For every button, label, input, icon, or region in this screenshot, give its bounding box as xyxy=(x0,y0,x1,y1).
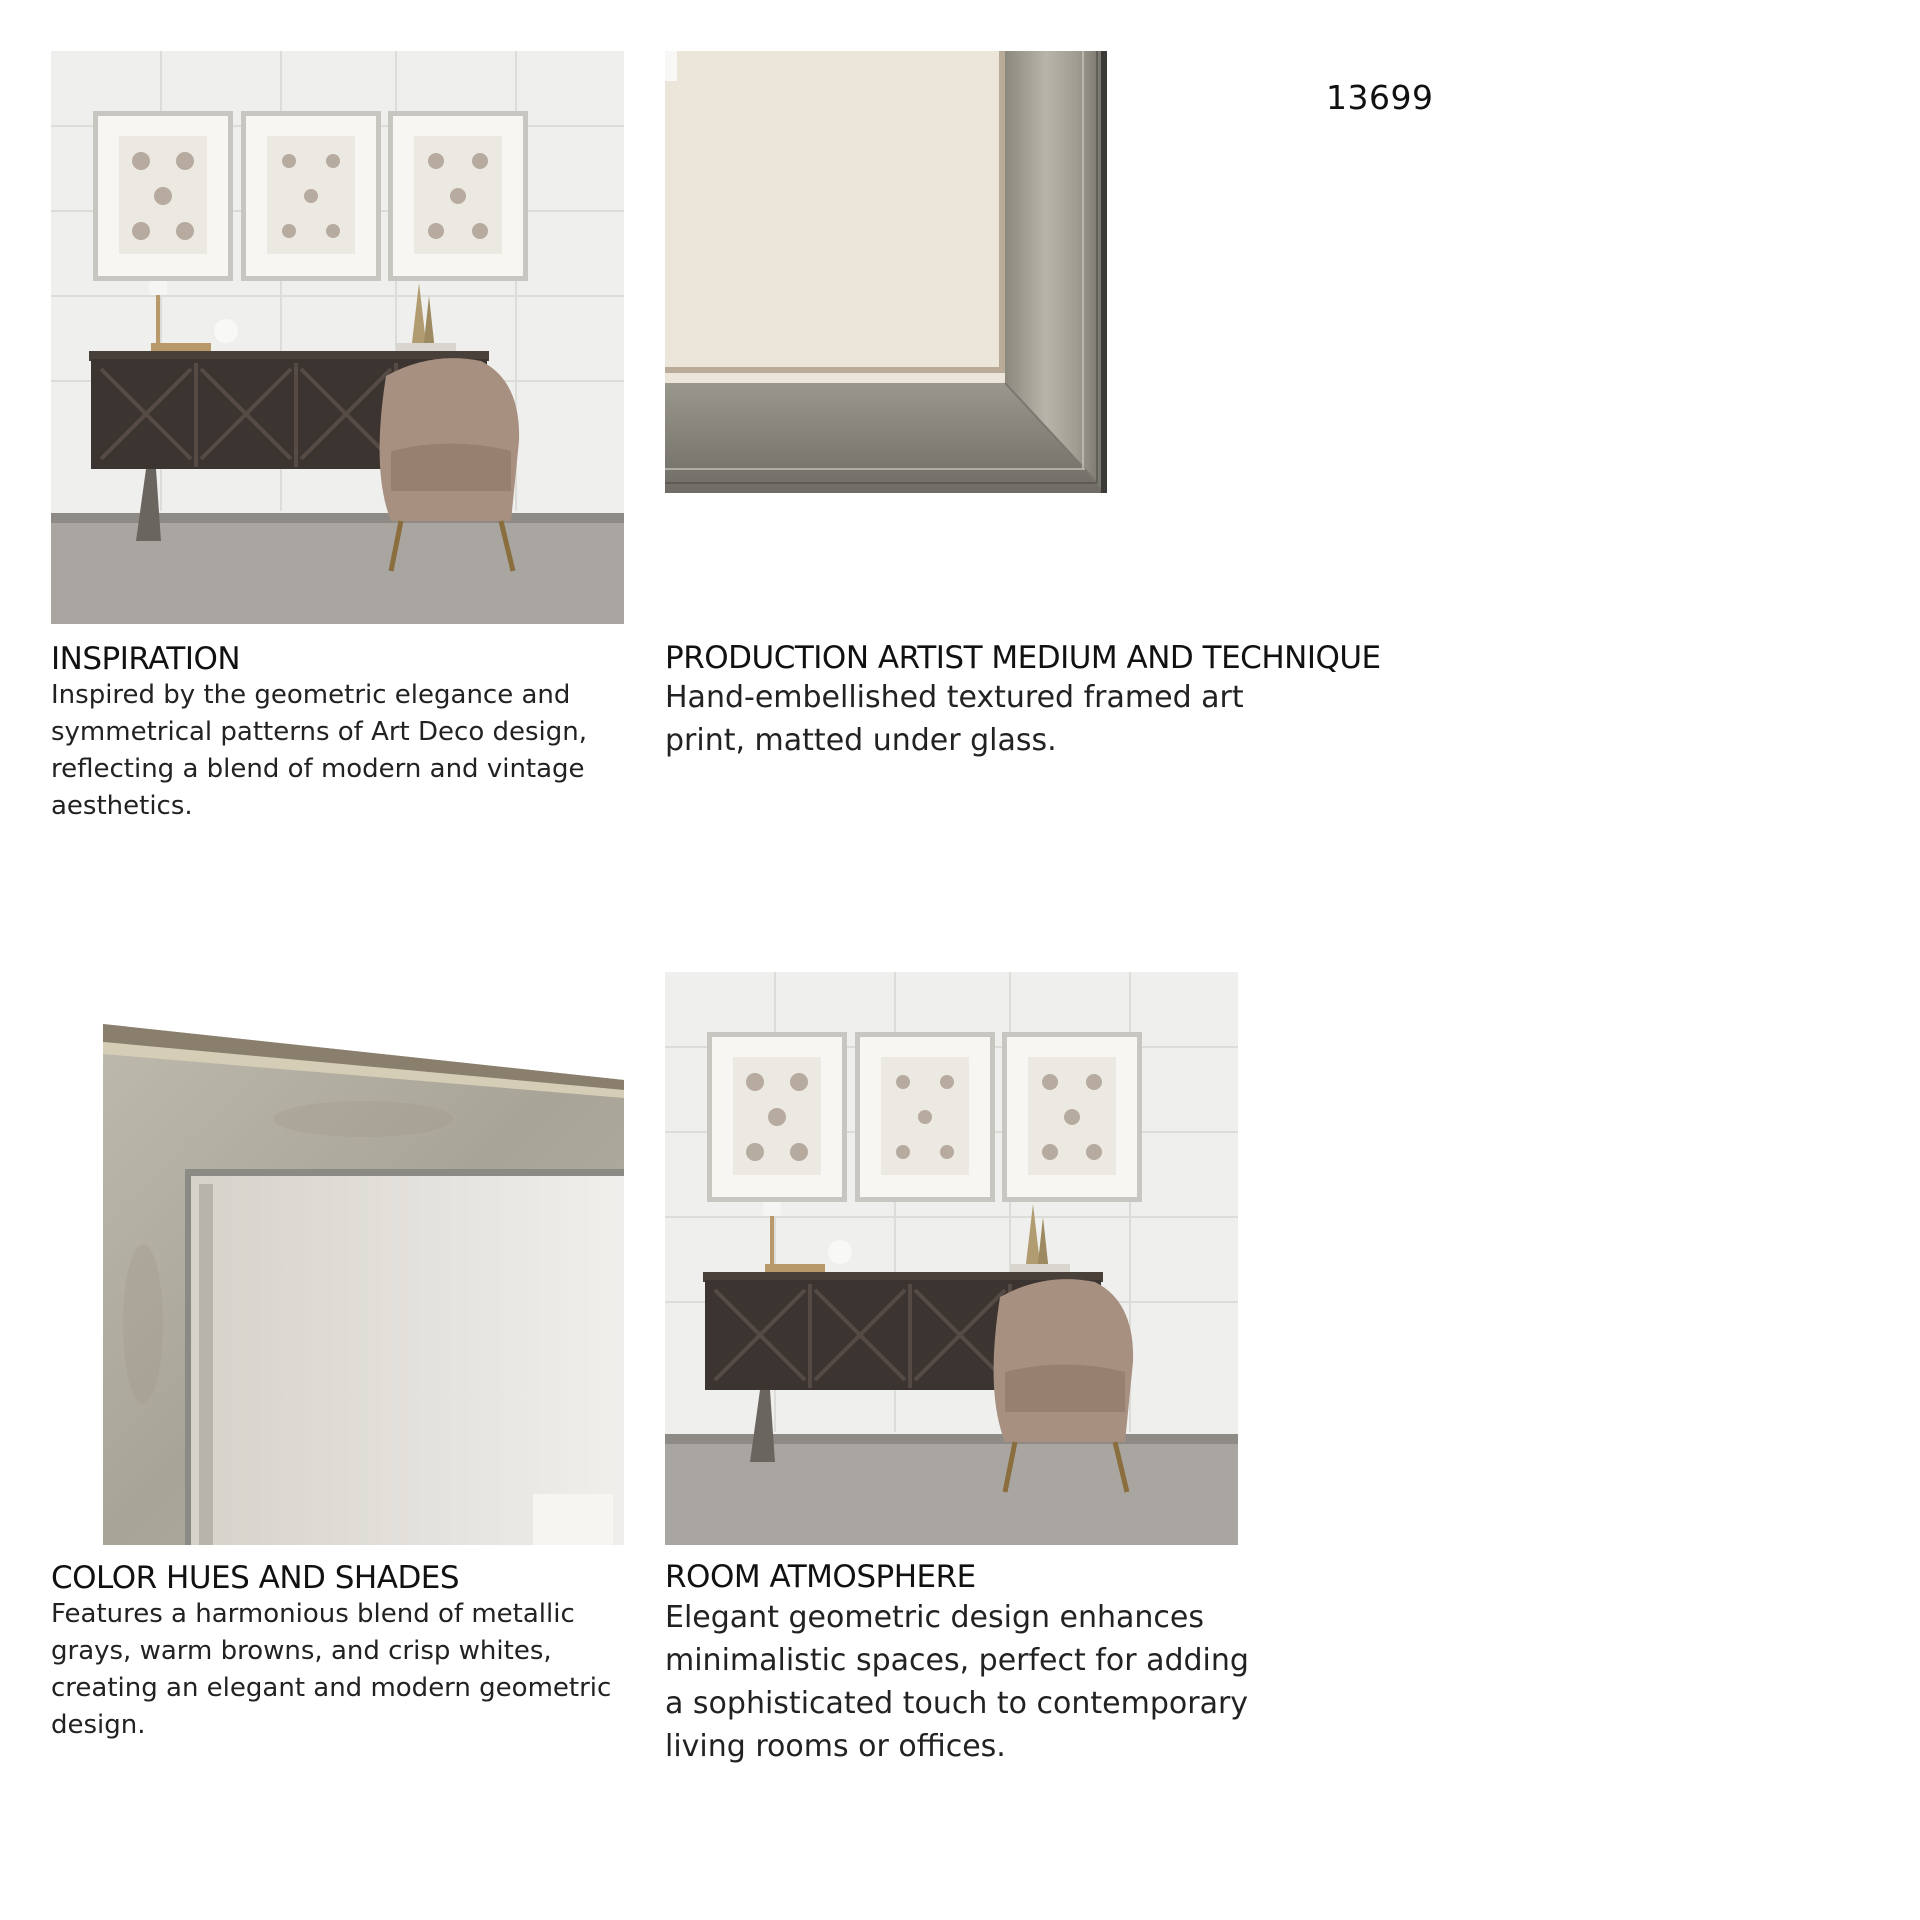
production-text: Hand-embellished textured framed art print, matted under glass. xyxy=(665,680,1244,758)
frame-closeup-image xyxy=(103,1024,624,1545)
room-atmosphere-title: ROOM ATMOSPHERE xyxy=(665,1559,976,1595)
production-title: PRODUCTION ARTIST MEDIUM AND TECHNIQUE xyxy=(665,640,1381,676)
frame-corner-image-top xyxy=(665,51,1107,493)
room-scene-image-bottom xyxy=(665,972,1238,1545)
inspiration-title: INSPIRATION xyxy=(51,641,241,677)
inspiration-text: Inspired by the geometric elegance and symmetrical patterns of Art Deco design, reflecting a blend of modern and vintage aesthetics. xyxy=(51,680,588,821)
room-scene-image-top xyxy=(51,51,624,624)
room-atmosphere-text: Elegant geometric design enhances minimalistic spaces, perfect for adding a sophisticated touch to contemporary living rooms or offices. xyxy=(665,1600,1249,1764)
color-text: Features a harmonious blend of metallic grays, warm browns, and crisp whites, creating an elegant and modern geometric design. xyxy=(51,1599,612,1740)
color-title: COLOR HUES AND SHADES xyxy=(51,1560,460,1596)
product-sku: 13699 xyxy=(1326,78,1434,117)
